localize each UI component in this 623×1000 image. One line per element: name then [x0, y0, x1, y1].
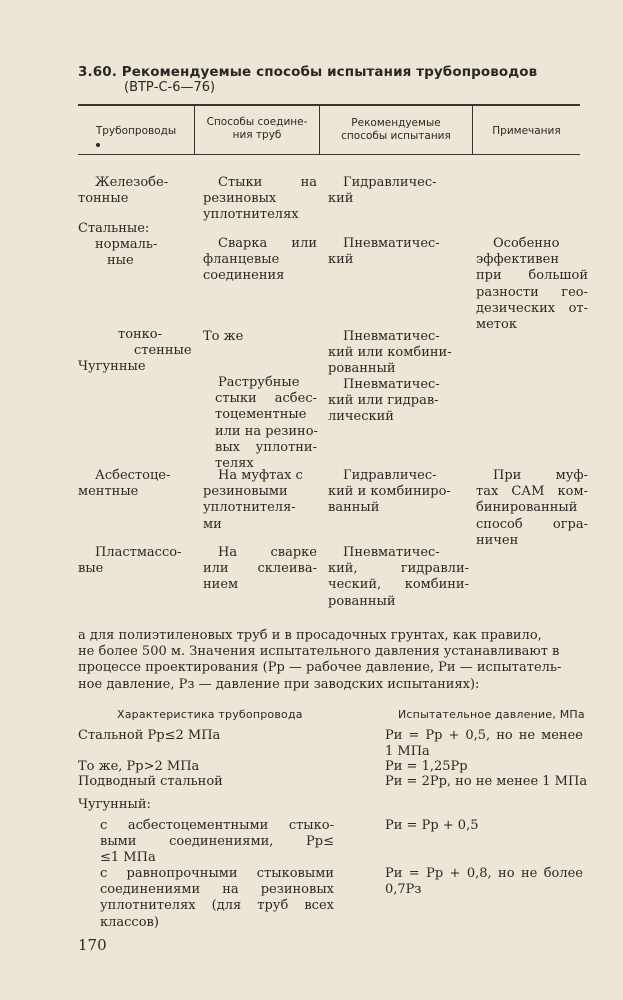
pipe-cast-iron: Чугунные [78, 359, 146, 374]
joint-weld-glue: На сварке или склеива- нием [203, 545, 317, 593]
note-asbestos: При муф- тах САМ ком- бинированный способ огра- ничен [476, 468, 588, 548]
joint-couplings: На муфтах с резиновыми уплотнителя- ми [203, 468, 303, 532]
table-header-rule [78, 154, 580, 155]
method-row-6: Пневматичес- кий, гидравли- ческий, комбини- рованный [328, 545, 469, 609]
bullet-mark [96, 143, 100, 147]
section-title: 3.60. Рекомендуемые способы испытания трубопроводов [78, 64, 538, 80]
pressure-value-6: Pи = Pр + 0,8, но не более 0,7Pз [385, 866, 583, 898]
header-joints: Способы соедине- ния труб [206, 116, 308, 141]
pipe-reinforced-concrete: Железобе- тонные [78, 175, 169, 207]
table-top-rule [78, 104, 580, 106]
header-notes: Примечания [492, 125, 561, 137]
pipe-thin-wall: тонко- стенные [118, 327, 192, 359]
pipe-steel: Стальные: нормаль- ные [78, 221, 158, 269]
joint-socket: Раструбные стыки асбес- тоцементные или на резино- вых уплотни- телях [215, 375, 318, 472]
pressure-value-3: Pи = 2Pр, но не менее 1 МПа [385, 774, 588, 789]
joint-same: То же [203, 329, 244, 344]
method-row-2: Пневматичес- кий [328, 236, 440, 268]
joint-rubber-seals: Стыки на резиновых уплотнителях [203, 175, 317, 223]
method-row-3: Пневматичес- кий или комбини- рованный [328, 329, 452, 377]
method-row-1: Гидравличес- кий [328, 175, 437, 207]
pressure-row-steel-low: Стальной Pр≤2 МПа [78, 728, 221, 743]
pressure-left-header: Характеристика трубопровода [117, 708, 303, 721]
pressure-value-5: Pи = Pр + 0,5 [385, 818, 479, 833]
header-pipelines: Трубопроводы [95, 125, 177, 137]
pressure-right-header: Испытательное давление, МПа [398, 708, 585, 721]
method-row-5: Гидравличес- кий и комбиниро- ванный [328, 468, 451, 516]
joint-welding-flange: Сварка или фланцевые соединения [203, 236, 317, 284]
pressure-row-cast-iron: Чугунный: [78, 797, 151, 812]
pressure-value-2: Pи = 1,25Pр [385, 759, 468, 774]
pressure-row-equal-strength: с равнопрочными стыковыми соединениями на резиновых уплотнителях (для труб всех классов) [100, 866, 334, 930]
header-methods: Рекомендуемые способы испытания [341, 117, 451, 142]
body-paragraph: а для полиэтиленовых труб и в просадочных грунтах, как правило, не более 500 м. Значения испытательного давления устанавливают в процессе проектирования (Pр — рабочее давление, Pи — испытатель- ное давление, Pз — давление при заводских испытаниях): [78, 628, 562, 692]
pressure-row-steel-high: То же, Pр>2 МПа [78, 759, 200, 774]
pressure-value-1: Pи = Pр + 0,5, но не менее 1 МПа [385, 728, 583, 760]
note-steel: Особенно эффективен при большой разности гео- дезических от- меток [476, 236, 588, 333]
pipe-plastic: Пластмассо- вые [78, 545, 182, 577]
pipe-asbestos-cement: Асбестоце- ментные [78, 468, 171, 500]
section-subtitle: (ВТР-С-6—76) [124, 80, 216, 95]
pressure-row-underwater: Подводный стальной [78, 774, 223, 789]
pressure-row-asbestos-joints: с асбестоцементными стыко- выми соединениями, Pр≤ ≤1 МПа [100, 818, 334, 866]
page-number: 170 [78, 936, 107, 954]
method-row-4: Пневматичес- кий или гидрав- лический [328, 377, 440, 425]
